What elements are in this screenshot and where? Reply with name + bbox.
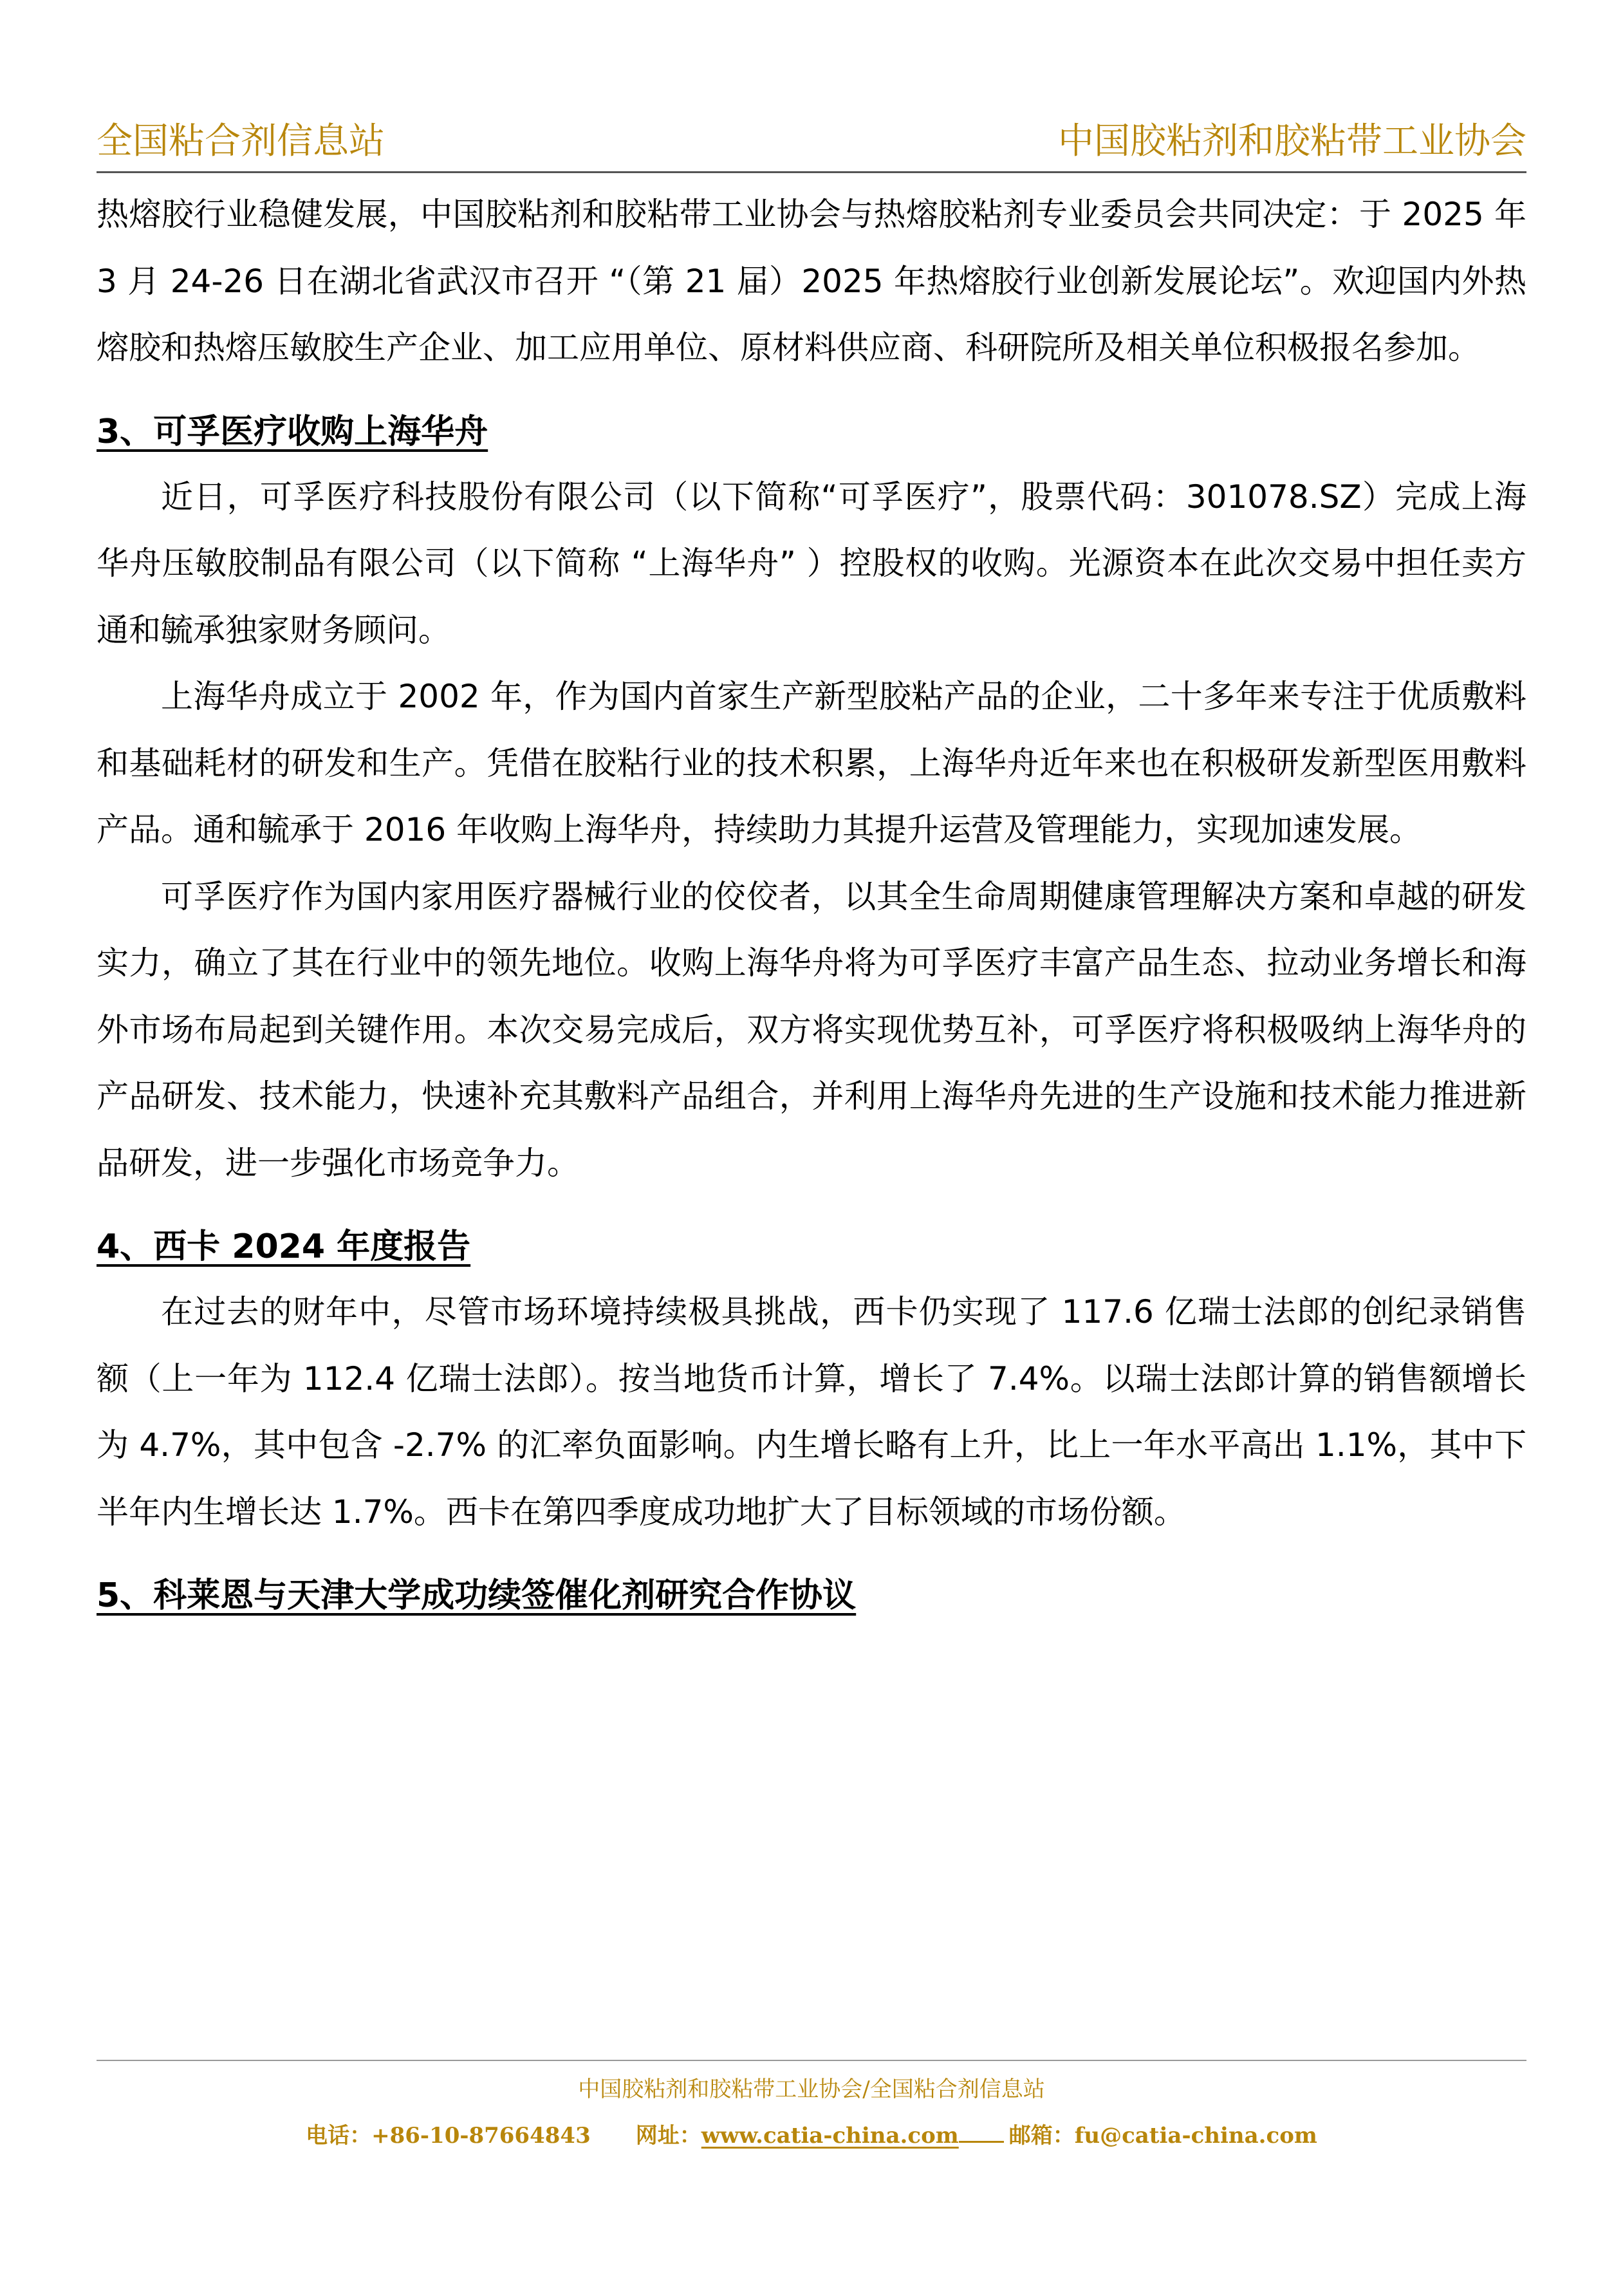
footer-email[interactable]: 邮箱：fu@catia-china.com [1008,2123,1317,2149]
section-4-paragraph-1: 在过去的财年中，尽管市场环境持续极具挑战，西卡仍实现了 117.6 亿瑞士法郎的创纪录销售额（上一年为 112.4 亿瑞士法郎）。按当地货币计算，增长了 7.4%。以瑞士法郎计算的销售额增长为 4.7%，其中包含 -2.7% 的汇率负面影响。内生增长略有上升，比上一年水平高出 1.1%，其中下半年内生增长达 1.7%。西卡在第四季度成功地扩大了目标领域的市场份额。 [97,1293,1526,1531]
footer-divider [97,2060,1526,2061]
section-5-heading: 5、科莱恩与天津大学成功续签催化剂研究合作协议 [97,1576,857,1615]
section-3-heading: 3、可孚医疗收购上海华舟 [97,412,488,451]
footer-website-link[interactable]: www.catia-china.com [701,2123,959,2149]
footer-contact [0,2118,1623,2154]
section-4-heading: 4、西卡 2024 年度报告 [97,1227,471,1266]
footer-website-label: 网址： [635,2123,701,2149]
page-header [97,116,1526,167]
header-divider [97,171,1526,173]
footer-organization: 中国胶粘剂和胶粘带工业协会/全国粘合剂信息站 [578,2077,1045,2102]
footer-phone: 电话：+86-10-87664843 [306,2123,591,2149]
header-association-name: 中国胶粘剂和胶粘带工业协会 [1058,120,1526,162]
header-site-name: 全国粘合剂信息站 [97,120,385,162]
section-3-paragraph-1: 近日，可孚医疗科技股份有限公司（以下简称“可孚医疗”，股票代码：301078.SZ）完成上海华舟压敏胶制品有限公司（以下简称 “上海华舟” ）控股权的收购。光源资本在此次交易中担任卖方通和毓承独家财务顾问。 [97,478,1526,649]
intro-paragraph: 热熔胶行业稳健发展，中国胶粘剂和胶粘带工业协会与热熔胶粘剂专业委员会共同决定：于 2025 年 3 月 24-26 日在湖北省武汉市召开 “（第 21 届）2025 年热熔胶行业创新发展论坛”。欢迎国内外热熔胶和热熔压敏胶生产企业、加工应用单位、原材料供应商、科研院所及相关单位积极报名参加。 [97,196,1526,366]
section-3-paragraph-3: 可孚医疗作为国内家用医疗器械行业的佼佼者，以其全生命周期健康管理解决方案和卓越的研发实力，确立了其在行业中的领先地位。收购上海华舟将为可孚医疗丰富产品生态、拉动业务增长和海外市场布局起到关键作用。本次交易完成后，双方将实现优势互补，可孚医疗将积极吸纳上海华舟的产品研发、技术能力，快速补充其敷料产品组合，并利用上海华舟先进的生产设施和技术能力推进新品研发，进一步强化市场竞争力。 [97,877,1526,1182]
section-3-paragraph-2: 上海华舟成立于 2002 年，作为国内首家生产新型胶粘产品的企业，二十多年来专注于优质敷料和基础耗材的研发和生产。凭借在胶粘行业的技术积累，上海华舟近年来也在积极研发新型医用敷料产品。通和毓承于 2016 年收购上海华舟，持续助力其提升运营及管理能力，实现加速发展。 [97,678,1526,848]
article-body [97,182,1526,1628]
footer-underline-spacer [959,2119,1004,2143]
